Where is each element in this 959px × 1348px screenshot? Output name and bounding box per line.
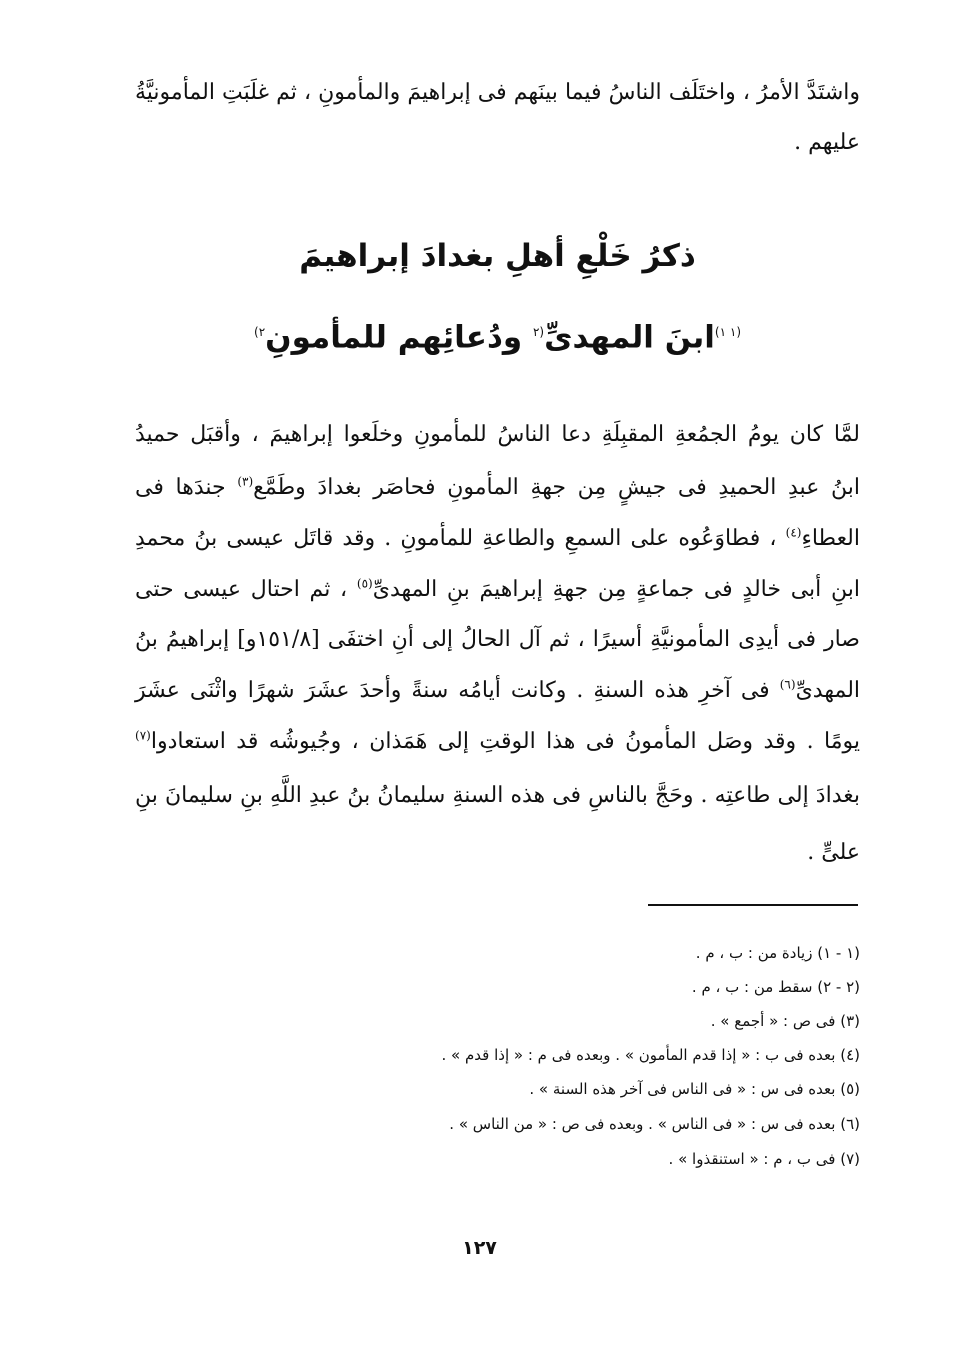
section-heading-line-2 — [135, 312, 860, 357]
footnote-separator — [648, 904, 858, 906]
main-paragraph-line-2 — [135, 473, 860, 503]
footnote-ref-3: (٣) — [237, 474, 254, 489]
footnote-2: (٢ - ٢) سقط من : ب ، م . — [691, 978, 860, 996]
main-paragraph-line-7 — [135, 727, 860, 757]
section-heading-line-1: ذكرُ خَلْعِ أهلِ بغدادَ إبراهيمَ — [299, 238, 696, 274]
line-2-text-b: جندَها فى — [135, 475, 226, 500]
main-paragraph-line-8: بغدادَ إلى طاعتِه . وحَجَّ بالناسِ فى هذه السنةِ سليمانُ بنُ عبدِ اللَّهِ بنِ سليمانَ بنِ — [135, 783, 860, 808]
footnote-3: (٣) فى ص : « أجمع » . — [710, 1012, 860, 1030]
main-paragraph-line-1: لمَّا كان يومُ الجمُعةِ المقبِلَةِ دعا الناسُ للمأمونِ وخلَعوا إبراهيمَ ، وأقبَل حميدُ — [135, 422, 860, 447]
line-7-text-a: يومًا . وقد وصَل المأمونُ فى هذا الوقتِ إلى هَمَذان ، وجُيوشُه قد استعادوا — [150, 729, 860, 754]
footnote-6: (٦) بعده فى س : « فى الناس » . وبعده فى ص : « من الناس » . — [449, 1115, 860, 1133]
heading-text-part-1: ابنَ المهدىِّ — [544, 319, 715, 356]
line-6-text-a: المهدىِّ — [795, 678, 861, 703]
main-paragraph-line-6 — [135, 676, 860, 706]
main-paragraph-line-9: علىٍّ . — [807, 840, 860, 865]
line-4-text-a: ابنِ أبى خالدٍ فى جماعةٍ مِن جهةِ إبراهيمَ بنِ المهدىِّ — [372, 577, 861, 602]
footnote-ref-6: (٦) — [779, 677, 796, 692]
page-number: ١٢٧ — [462, 1237, 497, 1259]
footnote-4: (٤) بعده فى ب : « إذا قدم المأمون » . وبعده فى م : « إذا قدم » . — [441, 1046, 860, 1064]
heading-footnote-marker-2: (٢ — [532, 325, 545, 339]
main-paragraph-line-5: صار فى أيدِى المأمونيَّةِ أسيرًا ، ثم آل الحالُ إلى أنِ اختفَى [١٥١/٨و] إبراهيمُ بنُ — [135, 627, 860, 652]
heading-footnote-marker-1: (١ ١) — [714, 325, 741, 339]
heading-text-part-2: ودُعائِهم للمأمونِ — [265, 319, 523, 356]
footnote-7: (٧) فى ب ، م : « استنقذوا » . — [668, 1150, 860, 1168]
line-4-text-b: ، ثم احتال عيسى حتى — [135, 577, 348, 602]
main-paragraph-line-3 — [135, 524, 860, 554]
main-paragraph-line-4 — [135, 575, 860, 605]
top-paragraph-line-1: واشتَدَّ الأمرُ ، واختَلَف الناسُ فيما بينَهم فى إبراهيمَ والمأمونِ ، ثم غلَبَتِ المأمونيَّةُ — [135, 80, 860, 105]
footnote-ref-5: (٥) — [356, 576, 373, 591]
top-paragraph-line-2: عليهم . — [794, 130, 860, 155]
footnote-1: (١ - ١) زيادة من : ب ، م . — [695, 944, 860, 962]
line-3-text-b: ، فطاوَعُوه على السمعِ والطاعةِ للمأمونِ . وقد قاتَل عيسى بنُ محمدِ — [135, 526, 777, 551]
footnote-ref-4: (٤) — [785, 525, 802, 540]
line-2-text-a: ابنُ عبدِ الحميدِ فى جيشٍ مِن جهةِ المأمونِ فحاصَر بغدادَ وطَمَّع — [253, 475, 860, 500]
heading-footnote-marker-3: ٢) — [254, 325, 266, 339]
line-6-text-b: فى آخرِ هذه السنةِ . وكانت أيامُه سنةً وأحدَ عشَرَ شهرًا واثْنَى عشَرَ — [135, 678, 770, 703]
footnote-5: (٥) بعده فى س : « فى الناس فى آخر هذه السنة » . — [529, 1080, 860, 1098]
footnote-ref-7: (٧) — [135, 728, 151, 743]
line-3-text-a: العطاءِ — [801, 526, 860, 551]
